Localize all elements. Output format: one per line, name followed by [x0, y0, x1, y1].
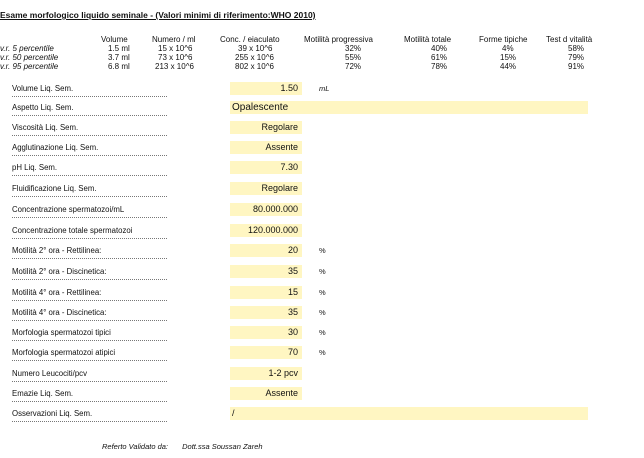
field-unit: % — [319, 348, 326, 357]
ref-row-label: v.r. 5 percentile — [0, 44, 54, 53]
field-label: Volume Liq. Sem. — [12, 84, 74, 93]
field-label: Numero Leucociti/pcv — [12, 369, 87, 378]
field-value[interactable]: 30 — [230, 326, 302, 339]
ref-row-label: v.r. 50 percentile — [0, 53, 59, 62]
field-unit: % — [319, 267, 326, 276]
field-row-motilita-4h-rettilinea — [0, 285, 644, 304]
ref-cell: 40% — [431, 44, 448, 53]
field-row-concentrazione-totale — [0, 223, 644, 242]
field-row-morfologia-tipici — [0, 325, 644, 344]
field-label: Motilità 4° ora - Discinetica: — [12, 308, 107, 317]
ref-header-forme-tipiche: Forme tipiche — [479, 35, 528, 44]
field-label: Viscosità Liq. Sem. — [12, 123, 79, 132]
field-value[interactable]: Regolare — [230, 182, 302, 195]
field-value[interactable]: / — [230, 407, 588, 420]
ref-header-conc: Conc. / eiaculato — [220, 35, 280, 44]
ref-cell: 72% — [345, 62, 362, 71]
field-value[interactable]: 35 — [230, 265, 302, 278]
ref-header-motilita-totale: Motilità totale — [404, 35, 452, 44]
field-row-motilita-2h-discinetica — [0, 264, 644, 283]
field-value[interactable]: 80.000.000 — [230, 203, 302, 216]
field-label: Osservazioni Liq. Sem. — [12, 409, 93, 418]
dotted-divider — [12, 196, 167, 197]
dotted-divider — [12, 175, 167, 176]
ref-cell: 213 x 10^6 — [155, 62, 194, 71]
dotted-divider — [12, 258, 167, 259]
field-value[interactable]: Assente — [230, 387, 302, 400]
field-row-concentrazione — [0, 202, 644, 221]
field-unit: % — [319, 328, 326, 337]
field-value[interactable]: 15 — [230, 286, 302, 299]
field-value[interactable]: 1.50 — [230, 82, 302, 95]
ref-cell: 32% — [345, 44, 362, 53]
ref-header-motilita-progressiva: Motilità progressiva — [304, 35, 373, 44]
ref-cell: 91% — [568, 62, 585, 71]
field-row-morfologia-atipici — [0, 345, 644, 364]
field-row-emazie — [0, 386, 644, 405]
field-row-viscosita — [0, 120, 644, 139]
ref-cell: 15 x 10^6 — [158, 44, 193, 53]
field-row-motilita-4h-discinetica — [0, 305, 644, 324]
field-row-agglutinazione — [0, 140, 644, 159]
ref-cell: 58% — [568, 44, 585, 53]
report-title: Esame morfologico liquido seminale - (Valori minimi di riferimento:WHO 2010) — [0, 10, 316, 20]
dotted-divider — [12, 360, 167, 361]
validation-footer — [102, 442, 275, 451]
field-unit: % — [319, 246, 326, 255]
field-label: Motilità 2° ora - Rettilinea: — [12, 246, 102, 255]
field-row-motilita-2h-rettilinea — [0, 243, 644, 262]
field-unit: mL — [319, 84, 330, 93]
validating-doctor: Dott.ssa Soussan Zareh — [182, 442, 263, 451]
field-row-leucociti — [0, 366, 644, 385]
ref-cell: 255 x 10^6 — [235, 53, 274, 62]
ref-header-numero: Numero / ml — [152, 35, 196, 44]
dotted-divider — [12, 96, 167, 97]
field-value[interactable]: Opalescente — [230, 101, 588, 114]
field-label: Fluidificazione Liq. Sem. — [12, 184, 97, 193]
ref-cell: 61% — [431, 53, 448, 62]
field-label: pH Liq. Sem. — [12, 163, 58, 172]
dotted-divider — [12, 381, 167, 382]
dotted-divider — [12, 238, 167, 239]
ref-cell: 6.8 ml — [108, 62, 130, 71]
ref-cell: 44% — [500, 62, 517, 71]
dotted-divider — [12, 320, 167, 321]
field-row-ph — [0, 160, 644, 179]
field-label: Motilità 4° ora - Rettilinea: — [12, 288, 102, 297]
field-label: Agglutinazione Liq. Sem. — [12, 143, 99, 152]
field-row-fluidificazione — [0, 181, 644, 200]
ref-cell: 802 x 10^6 — [235, 62, 274, 71]
field-unit: % — [319, 308, 326, 317]
ref-cell: 4% — [502, 44, 514, 53]
field-row-aspetto — [0, 100, 644, 119]
field-value[interactable]: 7.30 — [230, 161, 302, 174]
ref-cell: 73 x 10^6 — [158, 53, 193, 62]
dotted-divider — [12, 115, 167, 116]
dotted-divider — [12, 421, 167, 422]
ref-cell: 79% — [568, 53, 585, 62]
ref-cell: 3.7 ml — [108, 53, 130, 62]
dotted-divider — [12, 401, 167, 402]
ref-cell: 15% — [500, 53, 517, 62]
field-value[interactable]: Regolare — [230, 121, 302, 134]
dotted-divider — [12, 155, 167, 156]
ref-cell: 78% — [431, 62, 448, 71]
field-label: Concentrazione totale spermatozoi — [12, 226, 133, 235]
field-label: Concentrazione spermatozoi/mL — [12, 205, 125, 214]
field-row-osservazioni — [0, 406, 644, 425]
field-value[interactable]: 35 — [230, 306, 302, 319]
dotted-divider — [12, 135, 167, 136]
field-value[interactable]: Assente — [230, 141, 302, 154]
field-label: Motilità 2° ora - Discinetica: — [12, 267, 107, 276]
dotted-divider — [12, 217, 167, 218]
dotted-divider — [12, 279, 167, 280]
ref-row-label: v.r. 95 percentile — [0, 62, 59, 71]
ref-header-volume: Volume — [101, 35, 128, 44]
field-unit: % — [319, 288, 326, 297]
ref-header-test-vitalita: Test d vitalità — [546, 35, 593, 44]
ref-cell: 55% — [345, 53, 362, 62]
ref-cell: 1.5 ml — [108, 44, 130, 53]
field-row-volume — [0, 81, 644, 100]
field-label: Emazie Liq. Sem. — [12, 389, 74, 398]
field-label: Morfologia spermatozoi tipici — [12, 328, 111, 337]
field-label: Morfologia spermatozoi atipici — [12, 348, 116, 357]
dotted-divider — [12, 300, 167, 301]
validated-label: Referto Validato da: — [102, 442, 169, 451]
field-label: Aspetto Liq. Sem. — [12, 103, 74, 112]
field-value[interactable]: 70 — [230, 346, 302, 359]
ref-cell: 39 x 10^6 — [238, 44, 273, 53]
field-value[interactable]: 120.000.000 — [230, 224, 302, 237]
field-value[interactable]: 1-2 pcv — [230, 367, 302, 380]
dotted-divider — [12, 340, 167, 341]
field-value[interactable]: 20 — [230, 244, 302, 257]
